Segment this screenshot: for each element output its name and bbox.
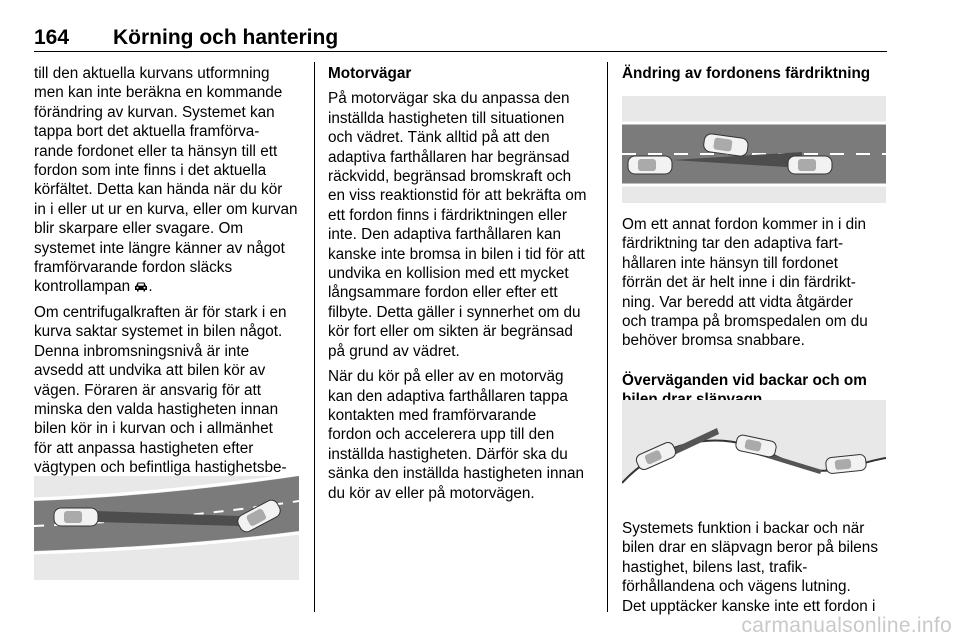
car-ahead xyxy=(788,156,832,174)
col1-paragraph-2: Om centrifugalkraften är för stark i en kurva saktar systemet in bilen något. Denna inbromsningsnivå är inte avsedd att undvika att bilen kör av vägen. Föraren är ansvarig för att minska den valda hastigheten innan bilen kör in i kurvan och i allmänhet för att anpassa hastigheten efter vägtypen och befintliga hastighetsbe- xyxy=(34,303,287,477)
own-car xyxy=(54,508,98,526)
col3-paragraph-1: Om ett annat fordon kommer in i din färdriktning tar den adaptiva fart- hållaren inte hänsyn till fordonet förrän det är helt inne i din färdrikt- ning. Var beredd att vidta åtgärder och trampa på bromspedalen om du behöver bromsa snabbare. xyxy=(622,216,868,350)
car-front-indicator-icon xyxy=(134,281,148,292)
own-car xyxy=(628,156,672,174)
heading-motorways: Motorvägar xyxy=(328,65,412,82)
column-3-body xyxy=(622,215,890,416)
heading-direction-change: Ändring av fordonens färdriktning xyxy=(622,65,871,82)
heading-hills-trailer: Överväganden vid backar och om xyxy=(622,371,867,389)
watermark: carmanualsonline.info xyxy=(741,614,952,637)
hills-illustration xyxy=(622,400,886,507)
col2-paragraph-2: När du kör på eller av en motorväg kan den adaptiva farthållaren tappa kontakten med framförvarande fordon och accelerera upp till den inställda hastigheten. Därför ska du sänka den inställda hastigheten innan du kör av eller på motorvägen. xyxy=(328,368,584,502)
figure-curve-road xyxy=(34,476,299,580)
column-3 xyxy=(622,64,890,89)
column-3-bottom xyxy=(622,519,890,622)
col2-paragraph-1: På motorvägar ska du anpassa den inställda hastigheten till situationen och vädret. Tänk alltid på att den adaptiva farthållaren har begränsad räckvidd, begränsad bromskraft och en viss reaktionstid för att bekräfta om ett fordon finns i färdriktningen eller inte. Den adaptiva farthållaren kan kanske inte bromsa in bilen i tid för att undvika en kollision med ett mycket långsammare fordon eller efter ett filbyte. Detta gäller i synnerhet om du kör fort eller om sikten är begränsad på grund av vädret. xyxy=(328,90,587,360)
column-1 xyxy=(34,64,299,503)
column-divider-1 xyxy=(314,62,315,612)
page-header xyxy=(34,24,887,54)
section-title: Körning och hantering xyxy=(113,26,339,49)
lane-change-illustration xyxy=(622,96,886,203)
column-2 xyxy=(328,64,592,509)
figure-lane-change xyxy=(622,96,886,203)
col1-paragraph-1: till den aktuella kurvans utformning men kan inte beräkna en kommande förändring av kurvan. Systemet kan tappa bort det aktuella framförva- rande fordonet eller ta hänsyn till ett fordon som inte finns i det aktuella körfältet. Detta kan hända när du kör in i eller ut ur en kurva, eller om kurvan blir skarpare eller svagare. Om systemet inte längre känner av något framförvarande fordon släcks kontrollampan . xyxy=(34,65,298,296)
col3-paragraph-2: Systemets funktion i backar och när bilen drar en släpvagn beror på bilens hastighet, bilens last, trafik- förhållandena och vägens lutning. Det upptäcker kanske inte ett fordon i xyxy=(622,520,878,615)
curve-road-illustration xyxy=(34,476,299,580)
header-rule xyxy=(34,51,887,52)
figure-hills xyxy=(622,400,886,507)
page-number: 164 xyxy=(34,26,70,49)
column-divider-2 xyxy=(607,62,608,612)
